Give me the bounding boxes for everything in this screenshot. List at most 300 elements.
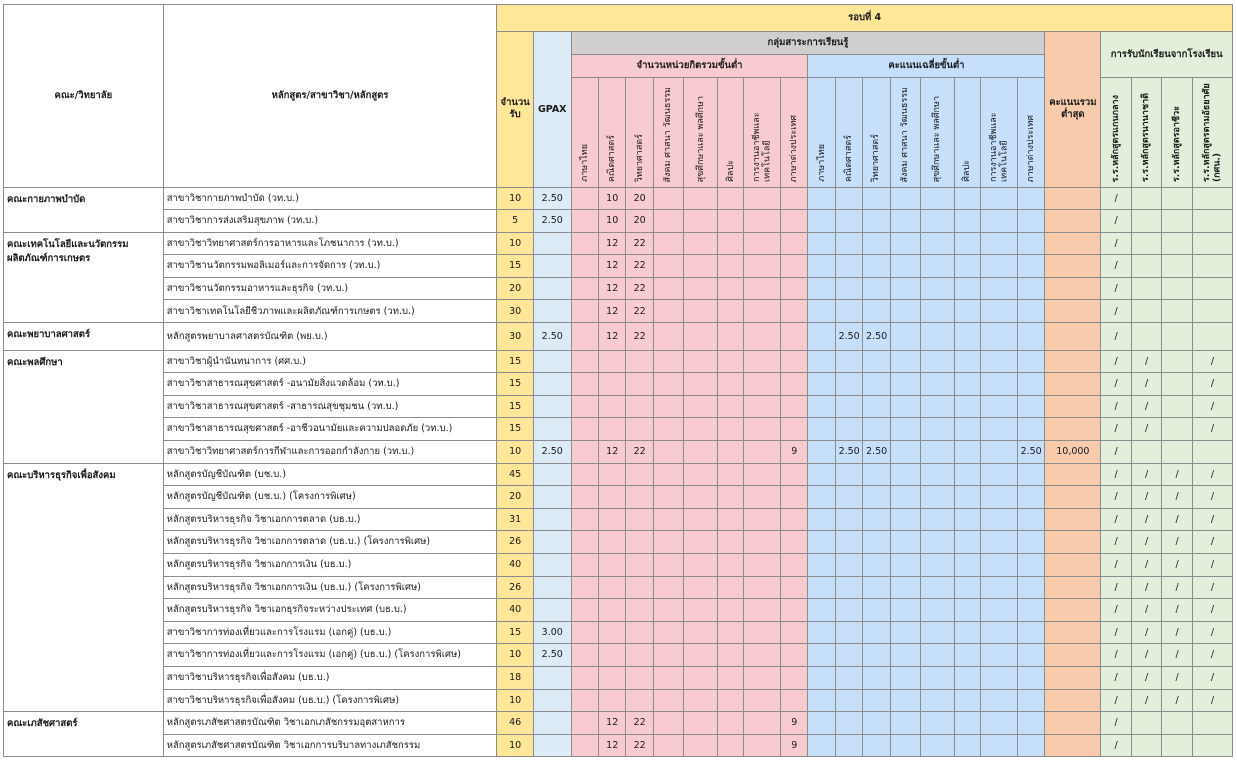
min-credit-cell: 12: [599, 712, 626, 735]
min-credit-cell: [653, 734, 684, 757]
count-cell: 5: [497, 210, 534, 233]
admission-cell: [1162, 441, 1193, 464]
header-min-total: คะแนนรวมต่ำสุด: [1045, 32, 1101, 188]
min-credit-cell: [717, 621, 743, 644]
min-credit-cell: [626, 554, 653, 577]
min-total-cell: [1045, 712, 1101, 735]
min-credit-cell: [744, 255, 781, 278]
min-avg-cell: [890, 554, 921, 577]
table-row: [4, 187, 1233, 210]
min-total-cell: [1045, 666, 1101, 689]
min-avg-cell: [808, 323, 835, 351]
header-school-type: [1192, 78, 1232, 188]
gpax-cell: 2.50: [533, 323, 571, 351]
min-avg-cell: [835, 712, 862, 735]
admission-cell: /: [1192, 621, 1232, 644]
min-credit-cell: 10: [599, 210, 626, 233]
min-credit-cell: [781, 644, 808, 667]
admission-cell: [1131, 300, 1162, 323]
min-credit-cell: 22: [626, 323, 653, 351]
admission-cell: [1162, 418, 1193, 441]
min-avg-cell: [1017, 300, 1044, 323]
min-credit-cell: [626, 395, 653, 418]
admission-cell: [1131, 277, 1162, 300]
min-credit-cell: [571, 300, 598, 323]
min-avg-cell: [835, 508, 862, 531]
program-cell: สาขาวิชาวิทยาศาสตร์การกีฬาและการออกกำลังกาย (วท.บ.): [163, 441, 497, 464]
subject-label: สุขศึกษาและ พลศึกษา: [695, 95, 706, 182]
gpax-cell: [533, 373, 571, 396]
min-credit-cell: [571, 255, 598, 278]
min-avg-cell: [863, 187, 890, 210]
min-total-cell: [1045, 187, 1101, 210]
min-avg-cell: [981, 486, 1018, 509]
min-avg-cell: [835, 531, 862, 554]
admission-cell: /: [1192, 599, 1232, 622]
min-total-cell: [1045, 734, 1101, 757]
min-avg-cell: [981, 395, 1018, 418]
min-avg-cell: [808, 277, 835, 300]
min-credit-cell: [744, 463, 781, 486]
min-credit-cell: [684, 621, 718, 644]
min-credit-cell: [684, 576, 718, 599]
min-avg-cell: [890, 508, 921, 531]
min-credit-cell: [571, 210, 598, 233]
min-avg-cell: [863, 734, 890, 757]
count-cell: 30: [497, 323, 534, 351]
min-avg-cell: [863, 300, 890, 323]
table-row: [4, 599, 1233, 622]
min-avg-cell: [890, 599, 921, 622]
header-avg-subject: [808, 78, 835, 188]
program-cell: หลักสูตรบริหารธุรกิจ วิชาเอกการตลาด (บธ.บ.): [163, 508, 497, 531]
min-total-cell: [1045, 689, 1101, 712]
min-credit-cell: [626, 531, 653, 554]
count-cell: 46: [497, 712, 534, 735]
admission-cell: /: [1131, 689, 1162, 712]
subject-label: ภาษาต่างประเทศ: [1025, 114, 1036, 182]
gpax-cell: [533, 576, 571, 599]
min-credit-cell: [571, 689, 598, 712]
admission-cell: /: [1131, 554, 1162, 577]
min-credit-cell: [781, 599, 808, 622]
program-cell: สาขาวิชาวิทยาศาสตร์การอาหารและโภชนาการ (วท.บ.): [163, 232, 497, 255]
table-row: [4, 441, 1233, 464]
count-cell: 15: [497, 350, 534, 373]
min-avg-cell: [890, 418, 921, 441]
min-avg-cell: [1017, 210, 1044, 233]
min-avg-cell: [1017, 734, 1044, 757]
min-credit-cell: [744, 373, 781, 396]
admission-cell: [1162, 323, 1193, 351]
count-cell: 15: [497, 621, 534, 644]
min-avg-cell: [954, 323, 980, 351]
min-credit-cell: [717, 531, 743, 554]
min-avg-cell: [921, 277, 955, 300]
min-avg-cell: [890, 463, 921, 486]
program-cell: สาขาวิชาบริหารธุรกิจเพื่อสังคม (บธ.บ.): [163, 666, 497, 689]
min-avg-cell: [921, 734, 955, 757]
min-avg-cell: [890, 395, 921, 418]
min-avg-cell: [890, 255, 921, 278]
min-credit-cell: [717, 554, 743, 577]
min-avg-cell: [981, 621, 1018, 644]
min-credit-cell: [717, 395, 743, 418]
gpax-cell: 2.50: [533, 644, 571, 667]
admission-cell: [1162, 350, 1193, 373]
min-avg-cell: [808, 441, 835, 464]
min-avg-cell: [981, 576, 1018, 599]
min-avg-cell: [863, 531, 890, 554]
min-avg-cell: [835, 418, 862, 441]
admission-cell: /: [1101, 277, 1132, 300]
min-total-cell: [1045, 621, 1101, 644]
min-credit-cell: [626, 644, 653, 667]
program-cell: สาขาวิชาบริหารธุรกิจเพื่อสังคม (บธ.บ.) (โครงการพิเศษ): [163, 689, 497, 712]
admission-criteria-table: [3, 4, 1233, 757]
min-credit-cell: [684, 599, 718, 622]
table-row: [4, 621, 1233, 644]
min-avg-cell: [863, 599, 890, 622]
header-min-subject: [626, 78, 653, 188]
min-avg-cell: [835, 277, 862, 300]
min-avg-cell: [835, 644, 862, 667]
min-avg-cell: [835, 395, 862, 418]
min-avg-cell: [1017, 463, 1044, 486]
subject-label: วิทยาศาสตร์: [871, 133, 882, 182]
min-avg-cell: [954, 576, 980, 599]
admission-cell: /: [1101, 395, 1132, 418]
count-cell: 15: [497, 395, 534, 418]
min-credit-cell: [684, 395, 718, 418]
admission-cell: /: [1101, 210, 1132, 233]
count-cell: 10: [497, 644, 534, 667]
admission-cell: [1162, 277, 1193, 300]
gpax-cell: 2.50: [533, 210, 571, 233]
min-avg-cell: [921, 689, 955, 712]
min-avg-cell: [921, 232, 955, 255]
count-cell: 10: [497, 441, 534, 464]
min-credit-cell: [599, 418, 626, 441]
min-avg-cell: [954, 486, 980, 509]
min-credit-cell: [684, 689, 718, 712]
table-row: [4, 666, 1233, 689]
admission-cell: /: [1101, 689, 1132, 712]
min-credit-cell: [599, 644, 626, 667]
count-cell: 15: [497, 255, 534, 278]
gpax-cell: [533, 486, 571, 509]
table-row: [4, 554, 1233, 577]
admission-cell: [1162, 734, 1193, 757]
min-credit-cell: [744, 621, 781, 644]
min-credit-cell: [781, 373, 808, 396]
min-credit-cell: [626, 373, 653, 396]
faculty-cell: คณะเภสัชศาสตร์: [4, 712, 164, 757]
min-avg-cell: [981, 599, 1018, 622]
min-credit-cell: [599, 554, 626, 577]
min-avg-cell: [890, 323, 921, 351]
min-credit-cell: 12: [599, 323, 626, 351]
min-credit-cell: [781, 666, 808, 689]
program-cell: หลักสูตรบัญชีบัณฑิต (บช.บ.): [163, 463, 497, 486]
admission-cell: [1192, 734, 1232, 757]
subject-label: ศิลปะ: [725, 160, 736, 182]
gpax-cell: [533, 554, 571, 577]
admission-cell: /: [1131, 531, 1162, 554]
min-credit-cell: [653, 576, 684, 599]
admission-cell: /: [1131, 576, 1162, 599]
min-avg-cell: [808, 463, 835, 486]
min-credit-cell: 12: [599, 232, 626, 255]
min-credit-cell: [599, 576, 626, 599]
min-avg-cell: [863, 712, 890, 735]
admission-cell: /: [1101, 232, 1132, 255]
min-credit-cell: [684, 418, 718, 441]
min-credit-cell: [717, 508, 743, 531]
min-avg-cell: [981, 666, 1018, 689]
admission-cell: /: [1162, 599, 1193, 622]
table-row: [4, 395, 1233, 418]
admission-cell: /: [1162, 666, 1193, 689]
min-avg-cell: [808, 712, 835, 735]
min-credit-cell: [571, 554, 598, 577]
min-avg-cell: [921, 187, 955, 210]
admission-cell: [1162, 187, 1193, 210]
min-credit-cell: [626, 486, 653, 509]
admission-cell: /: [1131, 486, 1162, 509]
program-cell: สาขาวิชานวัตกรรมพอลิเมอร์และการจัดการ (วท.บ.): [163, 255, 497, 278]
admission-cell: [1162, 300, 1193, 323]
min-avg-cell: [863, 463, 890, 486]
admission-cell: /: [1162, 621, 1193, 644]
min-avg-cell: [890, 232, 921, 255]
header-min-subject: [571, 78, 598, 188]
min-credit-cell: 12: [599, 277, 626, 300]
min-credit-cell: [626, 418, 653, 441]
min-avg-cell: [863, 576, 890, 599]
min-credit-cell: [744, 734, 781, 757]
min-total-cell: [1045, 277, 1101, 300]
min-credit-cell: [744, 232, 781, 255]
min-credit-cell: [571, 531, 598, 554]
admission-cell: /: [1101, 373, 1132, 396]
admission-cell: /: [1192, 373, 1232, 396]
min-credit-cell: [571, 621, 598, 644]
header-avg-subject: [981, 78, 1018, 188]
min-credit-cell: [653, 554, 684, 577]
min-avg-cell: [1017, 232, 1044, 255]
min-credit-cell: 22: [626, 300, 653, 323]
min-avg-cell: [981, 689, 1018, 712]
min-credit-cell: [744, 350, 781, 373]
min-avg-cell: [1017, 373, 1044, 396]
min-credit-cell: [599, 373, 626, 396]
program-cell: สาขาวิชาสาธารณสุขศาสตร์ -อาชีวอนามัยและความปลอดภัย (วท.บ.): [163, 418, 497, 441]
min-avg-cell: [835, 666, 862, 689]
min-avg-cell: [981, 644, 1018, 667]
table-row: [4, 323, 1233, 351]
min-credit-cell: 22: [626, 734, 653, 757]
min-avg-cell: [808, 734, 835, 757]
min-credit-cell: [781, 210, 808, 233]
min-credit-cell: [744, 486, 781, 509]
min-avg-cell: [921, 300, 955, 323]
subject-label: วิทยาศาสตร์: [634, 133, 645, 182]
gpax-cell: [533, 277, 571, 300]
min-credit-cell: [684, 531, 718, 554]
min-total-cell: [1045, 395, 1101, 418]
table-row: [4, 576, 1233, 599]
admission-cell: [1192, 712, 1232, 735]
header-school-type: [1101, 78, 1132, 188]
min-credit-cell: [781, 350, 808, 373]
min-credit-cell: [571, 508, 598, 531]
min-avg-cell: [921, 712, 955, 735]
admission-cell: /: [1162, 644, 1193, 667]
admission-cell: [1131, 712, 1162, 735]
count-cell: 40: [497, 599, 534, 622]
gpax-cell: [533, 712, 571, 735]
min-avg-cell: [863, 621, 890, 644]
min-avg-cell: [835, 373, 862, 396]
min-avg-cell: [1017, 508, 1044, 531]
min-avg-cell: [954, 554, 980, 577]
min-credit-cell: [653, 712, 684, 735]
table-row: [4, 644, 1233, 667]
min-credit-cell: [653, 508, 684, 531]
count-cell: 10: [497, 689, 534, 712]
admission-cell: [1131, 255, 1162, 278]
admission-cell: /: [1101, 350, 1132, 373]
gpax-cell: [533, 666, 571, 689]
min-credit-cell: [717, 373, 743, 396]
admission-cell: [1131, 232, 1162, 255]
admission-cell: [1162, 395, 1193, 418]
min-credit-cell: [744, 418, 781, 441]
program-cell: หลักสูตรบริหารธุรกิจ วิชาเอกการเงิน (บธ.บ.): [163, 554, 497, 577]
min-avg-cell: [835, 554, 862, 577]
min-avg-cell: [863, 350, 890, 373]
min-credit-cell: [653, 255, 684, 278]
min-credit-cell: [684, 554, 718, 577]
min-avg-cell: [1017, 486, 1044, 509]
admission-cell: /: [1131, 644, 1162, 667]
min-total-cell: [1045, 508, 1101, 531]
program-cell: สาขาวิชาผู้นำนันทนาการ (ศศ.บ.): [163, 350, 497, 373]
min-credit-cell: [744, 554, 781, 577]
admission-cell: [1192, 187, 1232, 210]
min-avg-cell: [863, 666, 890, 689]
min-avg-cell: [954, 689, 980, 712]
admission-cell: [1131, 441, 1162, 464]
admission-cell: /: [1192, 576, 1232, 599]
min-avg-cell: [835, 463, 862, 486]
min-avg-cell: [835, 210, 862, 233]
admission-cell: /: [1101, 441, 1132, 464]
min-credit-cell: [684, 508, 718, 531]
table-row: [4, 350, 1233, 373]
min-avg-cell: [808, 576, 835, 599]
min-avg-cell: [890, 441, 921, 464]
table-row: [4, 508, 1233, 531]
school-label: ร.ร.หลักสูตรนานาชาติ: [1141, 93, 1152, 182]
min-credit-cell: 12: [599, 300, 626, 323]
count-cell: 20: [497, 277, 534, 300]
gpax-cell: [533, 300, 571, 323]
min-credit-cell: [744, 666, 781, 689]
header-school-type: [1131, 78, 1162, 188]
header-min-subject: [781, 78, 808, 188]
min-credit-cell: [717, 734, 743, 757]
min-avg-cell: [890, 734, 921, 757]
gpax-cell: [533, 395, 571, 418]
min-credit-cell: [653, 486, 684, 509]
min-avg-cell: [954, 277, 980, 300]
admission-cell: [1192, 300, 1232, 323]
min-avg-cell: [863, 554, 890, 577]
min-total-cell: [1045, 531, 1101, 554]
min-total-cell: [1045, 232, 1101, 255]
program-cell: หลักสูตรบริหารธุรกิจ วิชาเอกธุรกิจระหว่างประเทศ (บธ.บ.): [163, 599, 497, 622]
admission-cell: /: [1131, 373, 1162, 396]
header-subject-group: กลุ่มสาระการเรียนรู้: [571, 32, 1045, 55]
gpax-cell: [533, 255, 571, 278]
min-avg-cell: [890, 666, 921, 689]
min-avg-cell: [835, 689, 862, 712]
min-avg-cell: [808, 666, 835, 689]
admission-cell: /: [1101, 300, 1132, 323]
count-cell: 18: [497, 666, 534, 689]
min-credit-cell: 22: [626, 712, 653, 735]
header-avg-subject: [863, 78, 890, 188]
admission-cell: [1131, 210, 1162, 233]
min-avg-cell: [921, 531, 955, 554]
min-credit-cell: [717, 418, 743, 441]
min-credit-cell: [571, 463, 598, 486]
min-avg-cell: [808, 255, 835, 278]
admission-cell: /: [1101, 531, 1132, 554]
count-cell: 26: [497, 531, 534, 554]
min-avg-cell: [921, 255, 955, 278]
admission-cell: [1131, 323, 1162, 351]
min-credit-cell: 9: [781, 734, 808, 757]
admission-cell: /: [1101, 418, 1132, 441]
min-credit-cell: [571, 418, 598, 441]
min-credit-cell: [571, 323, 598, 351]
min-avg-cell: [808, 187, 835, 210]
min-avg-cell: [808, 689, 835, 712]
min-credit-cell: [626, 666, 653, 689]
min-avg-cell: [835, 350, 862, 373]
min-credit-cell: [744, 300, 781, 323]
gpax-cell: [533, 232, 571, 255]
count-cell: 15: [497, 418, 534, 441]
program-cell: หลักสูตรบริหารธุรกิจ วิชาเอกการตลาด (บธ.บ.) (โครงการพิเศษ): [163, 531, 497, 554]
min-credit-cell: [744, 576, 781, 599]
min-credit-cell: [653, 418, 684, 441]
min-credit-cell: [717, 689, 743, 712]
min-credit-cell: [653, 644, 684, 667]
min-credit-cell: [653, 531, 684, 554]
min-credit-cell: [571, 486, 598, 509]
admission-cell: [1162, 712, 1193, 735]
min-avg-cell: [954, 666, 980, 689]
min-avg-cell: [863, 277, 890, 300]
admission-cell: [1131, 734, 1162, 757]
min-avg-cell: [954, 508, 980, 531]
gpax-cell: [533, 463, 571, 486]
program-cell: หลักสูตรบริหารธุรกิจ วิชาเอกการเงิน (บธ.บ.) (โครงการพิเศษ): [163, 576, 497, 599]
